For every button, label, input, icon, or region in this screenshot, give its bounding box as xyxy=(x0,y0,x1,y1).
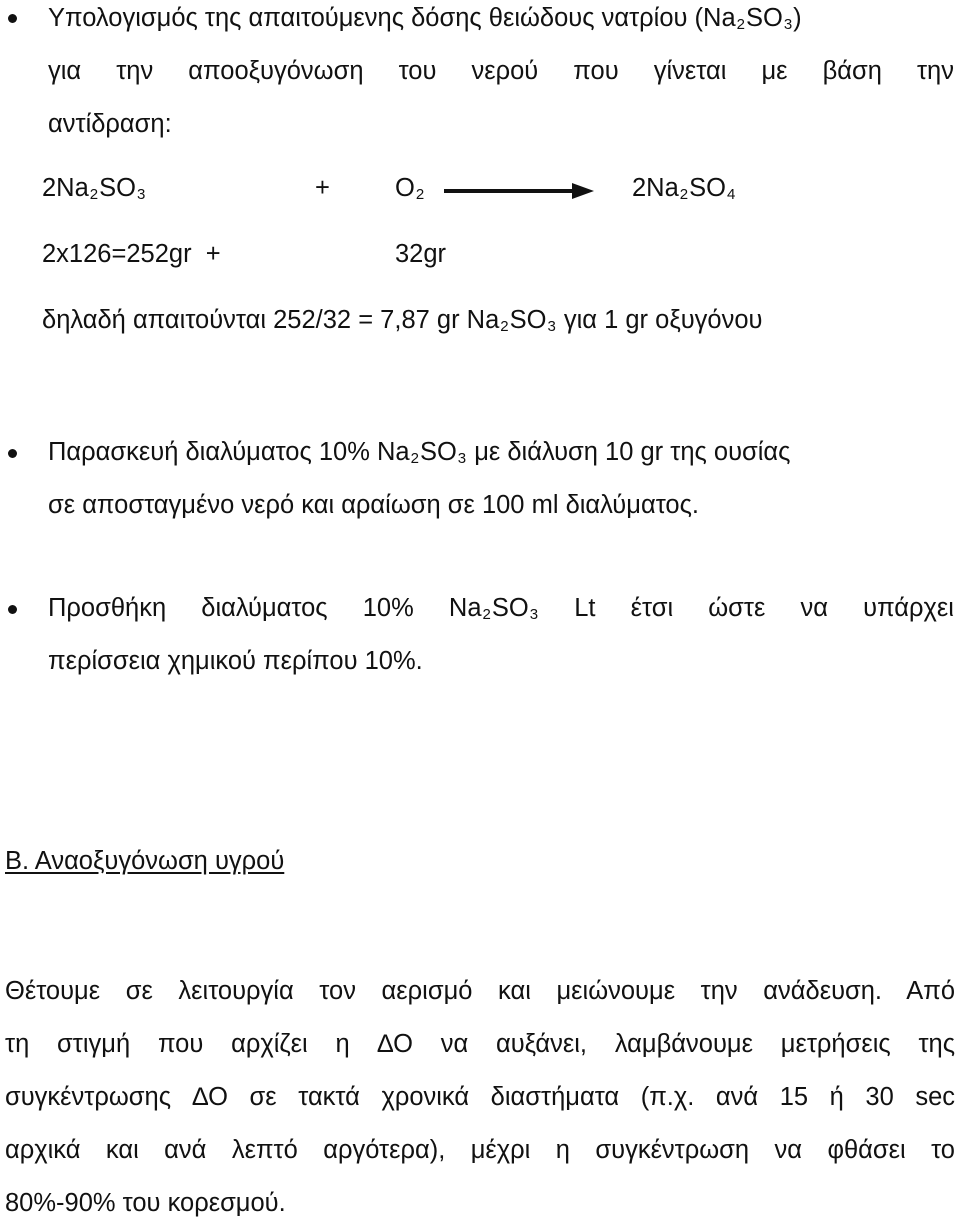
item2-line1 xyxy=(48,440,790,466)
mass-right: 32gr xyxy=(395,240,447,268)
item3-word: Lt xyxy=(574,594,596,622)
bullet-1 xyxy=(8,14,17,23)
item1-line1 xyxy=(48,6,802,32)
mass-left: 2x126=252gr + xyxy=(42,240,221,268)
item3-word: SO xyxy=(491,594,529,622)
subscript: 3 xyxy=(783,16,793,33)
subscript: 2 xyxy=(89,186,99,203)
ratio-text: για 1 gr οξυγόνου xyxy=(556,306,763,334)
subscript: 3 xyxy=(457,450,467,467)
reactant-2-text: O xyxy=(395,174,415,202)
item1-line1-text: Υπολογισμός της απαιτούμενης δόσης θειώδους νατρίου (Na xyxy=(48,4,736,32)
section-b-line2: τη στιγμή που αρχίζει η ∆Ο να αυξάνει, λαμβάνουμε μετρήσεις της xyxy=(5,1030,955,1058)
item3-word: έτσι xyxy=(630,594,674,622)
product-text: 2Na xyxy=(632,174,679,202)
reactant-1 xyxy=(42,176,146,202)
item1-line3: αντίδραση: xyxy=(48,110,172,138)
subscript: 2 xyxy=(482,606,491,623)
subscript: 3 xyxy=(529,606,539,623)
ratio-text: SO xyxy=(509,306,547,334)
section-b-line1: Θέτουμε σε λειτουργία τον αερισμό και μειώνουμε την ανάδευση. Από xyxy=(5,977,955,1005)
product xyxy=(632,176,736,202)
ratio-text: δηλαδή απαιτούνται 252/32 = 7,87 gr Na xyxy=(42,306,500,334)
subscript: 2 xyxy=(679,186,689,203)
item3-word: να xyxy=(800,594,828,622)
item2-line2: σε αποσταγμένο νερό και αραίωση σε 100 ml διαλύματος. xyxy=(48,491,699,519)
reactant-2 xyxy=(395,176,425,202)
item3-word: ώστε xyxy=(708,594,766,622)
plus-sign: + xyxy=(315,174,330,202)
section-b-line4: αρχικά και ανά λεπτό αργότερα), μέχρι η συγκέντρωση να φθάσει το xyxy=(5,1136,955,1164)
item2-text: Παρασκευή διαλύματος 10% Na xyxy=(48,438,410,466)
subscript: 3 xyxy=(136,186,146,203)
item1-line1-text: ) xyxy=(793,4,802,32)
item3-word: Na xyxy=(448,594,482,622)
subscript: 2 xyxy=(410,450,419,467)
product-text: SO xyxy=(689,174,726,202)
subscript: 2 xyxy=(415,186,425,203)
item2-text: με διάλυση 10 gr της ουσίας xyxy=(467,438,791,466)
item2-text: SO xyxy=(419,438,457,466)
bullet-2 xyxy=(8,449,17,458)
ratio-line xyxy=(42,308,763,334)
item3-line1 xyxy=(48,596,954,622)
item3-word: 10% xyxy=(362,594,414,622)
item3-word: διαλύματος xyxy=(201,594,328,622)
item3-line2: περίσσεια χημικού περίπου 10%. xyxy=(48,647,423,675)
subscript: 2 xyxy=(736,16,745,33)
section-b-line5: 80%-90% του κορεσμού. xyxy=(5,1189,286,1217)
section-b-line3: συγκέντρωσης ∆Ο σε τακτά χρονικά διαστήματα (π.χ. ανά 15 ή 30 sec xyxy=(5,1083,955,1111)
subscript: 2 xyxy=(500,318,509,335)
reactant-1-text: 2Na xyxy=(42,174,89,202)
section-b-heading: Β. Αναοξυγόνωση υγρού xyxy=(5,847,285,875)
bullet-3 xyxy=(8,605,17,614)
item3-word: Προσθήκη xyxy=(48,594,167,622)
item1-line1-text: SO xyxy=(745,4,783,32)
subscript: 4 xyxy=(726,186,736,203)
item3-chem xyxy=(449,596,539,622)
item3-word: υπάρχει xyxy=(863,594,954,622)
subscript: 3 xyxy=(547,318,556,335)
item1-line2: για την αποοξυγόνωση του νερού που γίνεται με βάση την xyxy=(48,57,954,85)
reactant-1-text: SO xyxy=(99,174,136,202)
reaction-arrow-icon xyxy=(444,181,594,201)
